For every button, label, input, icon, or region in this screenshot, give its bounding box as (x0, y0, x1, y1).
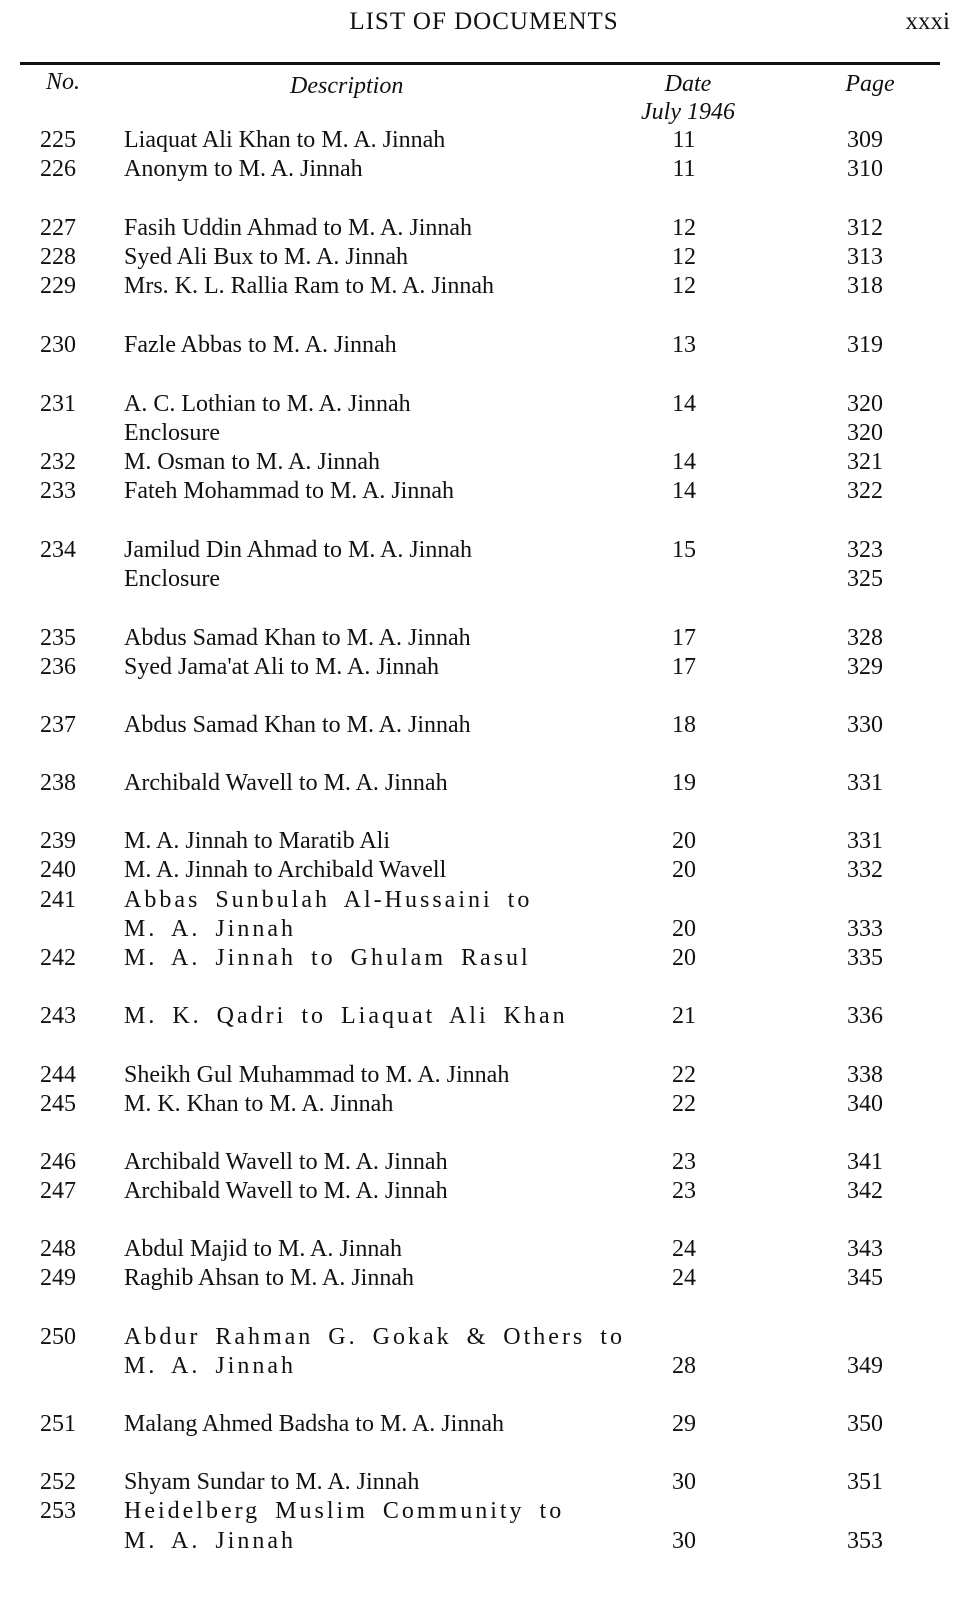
table-row (0, 271, 968, 301)
doc-description: Fasih Uddin Ahmad to M. A. Jinnah (124, 215, 473, 241)
doc-number: 232 (40, 449, 76, 475)
doc-number: 250 (40, 1324, 76, 1350)
doc-number: 253 (40, 1498, 76, 1524)
table-row (0, 564, 968, 594)
doc-page: 345 (847, 1265, 883, 1291)
doc-description: M. A. Jinnah to Archibald Wavell (124, 857, 447, 883)
doc-description: Fateh Mohammad to M. A. Jinnah (124, 478, 454, 504)
column-header-date-label: Date (664, 71, 712, 97)
doc-number: 239 (40, 828, 76, 854)
doc-page: 328 (847, 625, 883, 651)
header-rule (20, 62, 940, 65)
doc-description: Abdus Samad Khan to M. A. Jinnah (124, 712, 471, 738)
table-row (0, 1263, 968, 1293)
doc-description: Abdus Samad Khan to M. A. Jinnah (124, 625, 471, 651)
table-row (0, 652, 968, 682)
table-row (0, 1467, 968, 1497)
doc-description: Archibald Wavell to M. A. Jinnah (124, 770, 448, 796)
doc-page: 321 (847, 449, 883, 475)
table-row (0, 943, 968, 973)
doc-date: 18 (672, 712, 696, 738)
table-row (0, 1089, 968, 1119)
doc-number: 242 (40, 945, 76, 971)
doc-number: 244 (40, 1062, 76, 1088)
doc-page: 336 (847, 1003, 883, 1029)
doc-date: 29 (672, 1411, 696, 1437)
doc-page: 312 (847, 215, 883, 241)
doc-number: 230 (40, 332, 76, 358)
table-row (0, 154, 968, 184)
table-row (0, 855, 968, 885)
doc-page: 340 (847, 1091, 883, 1117)
doc-description: M. A. Jinnah (124, 1528, 297, 1554)
doc-description: Enclosure (124, 566, 220, 592)
doc-page: 333 (847, 916, 883, 942)
doc-date: 14 (672, 391, 696, 417)
doc-number: 240 (40, 857, 76, 883)
doc-date: 20 (672, 857, 696, 883)
doc-page: 331 (847, 828, 883, 854)
table-row (0, 1060, 968, 1090)
doc-description: Heidelberg Muslim Community to (124, 1498, 565, 1524)
doc-description: Abdur Rahman G. Gokak & Others to (124, 1324, 625, 1350)
doc-date: 24 (672, 1265, 696, 1291)
doc-page: 331 (847, 770, 883, 796)
doc-date: 20 (672, 828, 696, 854)
doc-number: 245 (40, 1091, 76, 1117)
doc-number: 231 (40, 391, 76, 417)
doc-number: 243 (40, 1003, 76, 1029)
doc-date: 20 (672, 945, 696, 971)
doc-number: 235 (40, 625, 76, 651)
column-header-description: Description (290, 73, 404, 99)
doc-description: M. A. Jinnah (124, 1353, 297, 1379)
doc-date: 23 (672, 1149, 696, 1175)
page-number: xxxi (905, 8, 950, 35)
doc-page: 329 (847, 654, 883, 680)
doc-page: 320 (847, 391, 883, 417)
table-row (0, 1234, 968, 1264)
doc-number: 252 (40, 1469, 76, 1495)
doc-description: Archibald Wavell to M. A. Jinnah (124, 1178, 448, 1204)
column-header-no: No. (46, 69, 81, 95)
table-row (0, 330, 968, 360)
column-header-page: Page (845, 71, 895, 97)
doc-page: 310 (847, 156, 883, 182)
table-row (0, 1176, 968, 1206)
table-row (0, 1351, 968, 1381)
doc-number: 225 (40, 127, 76, 153)
doc-number: 227 (40, 215, 76, 241)
doc-page: 318 (847, 273, 883, 299)
table-row (0, 418, 968, 448)
doc-date: 14 (672, 449, 696, 475)
doc-page: 335 (847, 945, 883, 971)
doc-page: 323 (847, 537, 883, 563)
doc-number: 226 (40, 156, 76, 182)
doc-page: 313 (847, 244, 883, 270)
doc-date: 11 (672, 156, 696, 182)
table-row (0, 242, 968, 272)
doc-date: 30 (672, 1469, 696, 1495)
doc-page: 309 (847, 127, 883, 153)
column-header-date-sub: July 1946 (641, 99, 735, 125)
doc-page: 353 (847, 1528, 883, 1554)
table-row (0, 213, 968, 243)
doc-date: 13 (672, 332, 696, 358)
table-row (0, 1526, 968, 1556)
doc-number: 241 (40, 887, 76, 913)
doc-page: 332 (847, 857, 883, 883)
doc-description: M. A. Jinnah to Ghulam Rasul (124, 945, 531, 971)
doc-description: Shyam Sundar to M. A. Jinnah (124, 1469, 420, 1495)
doc-page: 351 (847, 1469, 883, 1495)
doc-number: 251 (40, 1411, 76, 1437)
table-row (0, 1409, 968, 1439)
doc-description: Abdul Majid to M. A. Jinnah (124, 1236, 403, 1262)
doc-description: M. A. Jinnah (124, 916, 297, 942)
doc-description: Jamilud Din Ahmad to M. A. Jinnah (124, 537, 472, 563)
doc-description: Enclosure (124, 420, 220, 446)
doc-number: 238 (40, 770, 76, 796)
column-header-date (620, 70, 756, 126)
doc-description: Sheikh Gul Muhammad to M. A. Jinnah (124, 1062, 510, 1088)
table-row (0, 476, 968, 506)
running-head (0, 8, 968, 48)
doc-date: 12 (672, 244, 696, 270)
doc-date: 12 (672, 215, 696, 241)
doc-date: 17 (672, 625, 696, 651)
doc-page: 343 (847, 1236, 883, 1262)
doc-number: 234 (40, 537, 76, 563)
table-row (0, 885, 968, 915)
doc-description: Syed Jama'at Ali to M. A. Jinnah (124, 654, 439, 680)
doc-page: 342 (847, 1178, 883, 1204)
table-row (0, 768, 968, 798)
table-row (0, 389, 968, 419)
doc-description: Fazle Abbas to M. A. Jinnah (124, 332, 397, 358)
doc-description: Mrs. K. L. Rallia Ram to M. A. Jinnah (124, 273, 494, 299)
doc-description: Anonym to M. A. Jinnah (124, 156, 363, 182)
table-row (0, 535, 968, 565)
table-row (0, 623, 968, 653)
doc-description: Archibald Wavell to M. A. Jinnah (124, 1149, 448, 1175)
doc-number: 246 (40, 1149, 76, 1175)
doc-number: 248 (40, 1236, 76, 1262)
doc-page: 341 (847, 1149, 883, 1175)
doc-description: A. C. Lothian to M. A. Jinnah (124, 391, 411, 417)
doc-description: M. K. Qadri to Liaquat Ali Khan (124, 1003, 568, 1029)
doc-page: 320 (847, 420, 883, 446)
table-row (0, 914, 968, 944)
doc-page: 325 (847, 566, 883, 592)
doc-description: M. A. Jinnah to Maratib Ali (124, 828, 390, 854)
doc-number: 233 (40, 478, 76, 504)
doc-date: 22 (672, 1091, 696, 1117)
doc-description: Liaquat Ali Khan to M. A. Jinnah (124, 127, 446, 153)
doc-date: 21 (672, 1003, 696, 1029)
doc-description: M. K. Khan to M. A. Jinnah (124, 1091, 394, 1117)
doc-page: 330 (847, 712, 883, 738)
doc-date: 23 (672, 1178, 696, 1204)
table-row (0, 826, 968, 856)
table-row (0, 125, 968, 155)
doc-page: 322 (847, 478, 883, 504)
doc-date: 28 (672, 1353, 696, 1379)
doc-number: 228 (40, 244, 76, 270)
doc-date: 22 (672, 1062, 696, 1088)
doc-page: 350 (847, 1411, 883, 1437)
page-title: LIST OF DOCUMENTS (349, 8, 619, 35)
doc-description: Abbas Sunbulah Al-Hussaini to (124, 887, 533, 913)
table-row (0, 1322, 968, 1352)
doc-date: 19 (672, 770, 696, 796)
doc-description: M. Osman to M. A. Jinnah (124, 449, 381, 475)
doc-number: 236 (40, 654, 76, 680)
doc-page: 349 (847, 1353, 883, 1379)
doc-number: 247 (40, 1178, 76, 1204)
doc-date: 15 (672, 537, 696, 563)
doc-number: 229 (40, 273, 76, 299)
doc-description: Malang Ahmed Badsha to M. A. Jinnah (124, 1411, 504, 1437)
doc-number: 249 (40, 1265, 76, 1291)
doc-date: 17 (672, 654, 696, 680)
table-row (0, 1147, 968, 1177)
doc-date: 12 (672, 273, 696, 299)
table-row (0, 447, 968, 477)
table-row (0, 710, 968, 740)
table-row (0, 1001, 968, 1031)
doc-page: 338 (847, 1062, 883, 1088)
doc-date: 11 (672, 127, 696, 153)
table-row (0, 1496, 968, 1526)
doc-page: 319 (847, 332, 883, 358)
doc-date: 20 (672, 916, 696, 942)
doc-number: 237 (40, 712, 76, 738)
doc-description: Raghib Ahsan to M. A. Jinnah (124, 1265, 415, 1291)
doc-description: Syed Ali Bux to M. A. Jinnah (124, 244, 409, 270)
doc-date: 24 (672, 1236, 696, 1262)
doc-date: 14 (672, 478, 696, 504)
doc-date: 30 (672, 1528, 696, 1554)
